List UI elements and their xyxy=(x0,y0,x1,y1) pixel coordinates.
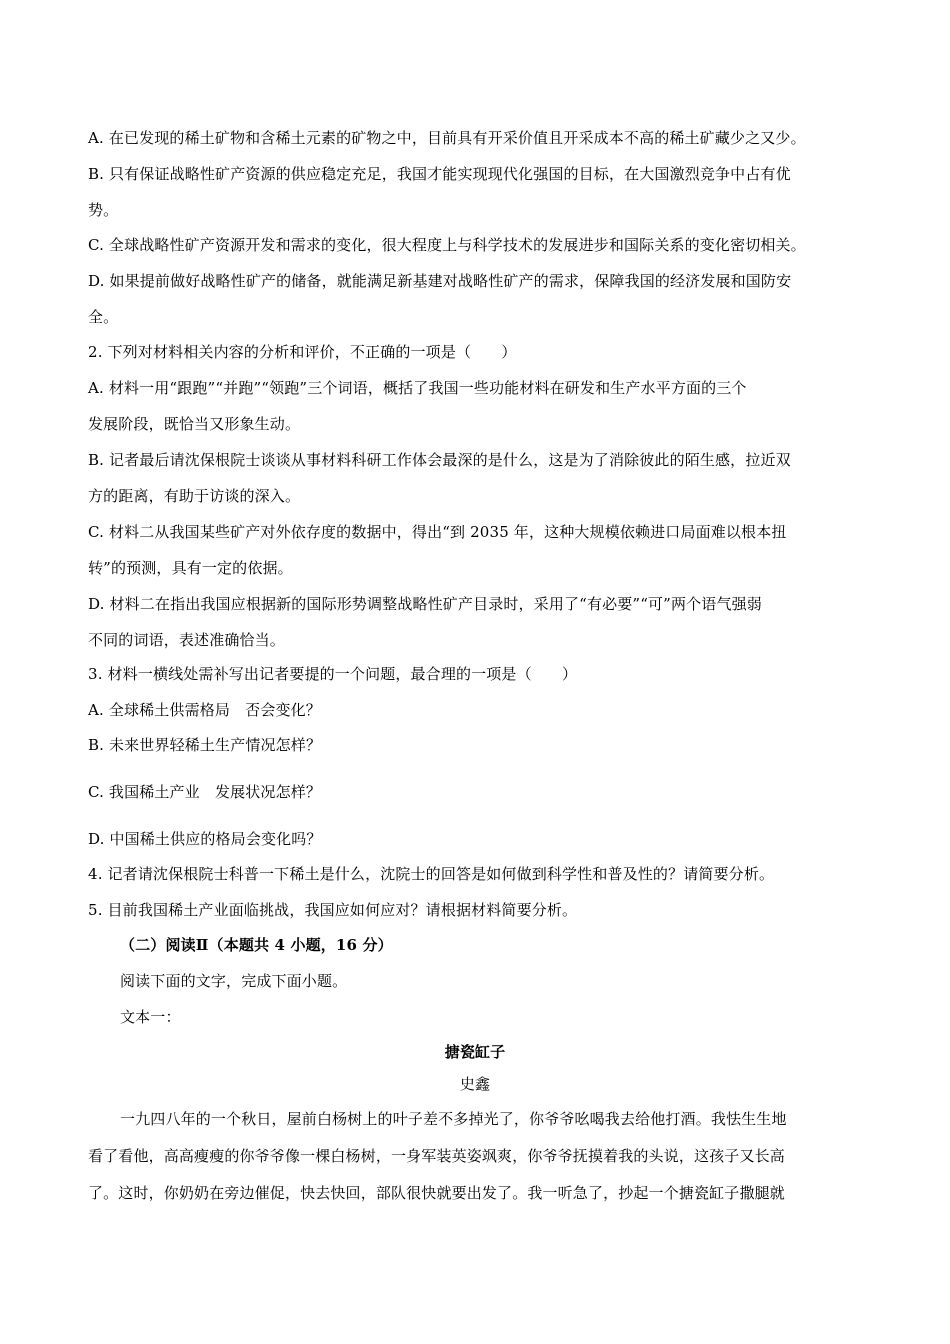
section-heading: （二）阅读Ⅱ（本题共 4 小题，16 分） xyxy=(120,936,393,954)
question-5: 5. 目前我国稀土产业面临挑战，我国应如何应对？请根据材料简要分析。 xyxy=(88,901,578,919)
story-paragraph-line3: 了。这时，你奶奶在旁边催促，快去快回，部队很快就要出发了。我一听急了，抄起一个搪瓷缸子撒腿就 xyxy=(88,1184,785,1202)
q1-option-d-line2: 全。 xyxy=(88,308,119,326)
q1-option-c: C. 全球战略性矿产资源开发和需求的变化，很大程度上与科学技术的发展进步和国际关系的变化密切相关。 xyxy=(88,236,806,254)
q1-option-d-line1: D. 如果提前做好战略性矿产的储备，就能满足新基建对战略性矿产的需求，保障我国的经济发展和国防安 xyxy=(88,272,792,290)
q3-option-c: C. 我国稀土产业 发展状况怎样？ xyxy=(88,783,322,801)
q1-option-b-line1: B. 只有保证战略性矿产资源的供应稳定充足，我国才能实现现代化强国的目标，在大国激烈竞争中占有优 xyxy=(88,165,791,183)
q2-option-a-line2: 发展阶段，既恰当又形象生动。 xyxy=(88,415,301,433)
q3-stem: 3. 材料一横线处需补写出记者要提的一个问题，最合理的一项是（ ） xyxy=(88,665,578,683)
q2-option-c-line1: C. 材料二从我国某些矿产对外依存度的数据中，得出“到 2035 年，这种大规模依赖进口局面难以根本扭 xyxy=(88,523,787,541)
story-author: 史鑫 xyxy=(459,1075,491,1093)
q2-option-d-line1: D. 材料二在指出我国应根据新的国际形势调整战略性矿产目录时，采用了“有必要”“可”两个语气强弱 xyxy=(88,595,762,613)
q2-option-d-line2: 不同的词语，表述准确恰当。 xyxy=(88,631,285,649)
question-4: 4. 记者请沈保根院士科普一下稀土是什么，沈院士的回答是如何做到科学性和普及性的？请简要分析。 xyxy=(88,865,775,883)
story-title: 搪瓷缸子 xyxy=(444,1043,506,1061)
story-paragraph-line2: 看了看他，高高瘦瘦的你爷爷像一棵白杨树，一身军装英姿飒爽，你爷爷抚摸着我的头说，这孩子又长高 xyxy=(88,1147,785,1165)
q3-option-a: A. 全球稀土供需格局 否会变化？ xyxy=(88,701,321,719)
q3-option-d: D. 中国稀土供应的格局会变化吗？ xyxy=(88,830,322,848)
q2-option-c-line2: 转”的预测，具有一定的依据。 xyxy=(88,559,293,577)
q2-option-a-line1: A. 材料一用“跟跑”“并跑”“领跑”三个词语，概括了我国一些功能材料在研发和生产水平方面的三个 xyxy=(88,379,747,397)
q2-option-b-line1: B. 记者最后请沈保根院士谈谈从事材料科研工作体会最深的是什么，这是为了消除彼此的陌生感，拉近双 xyxy=(88,451,791,469)
q2-stem: 2. 下列对材料相关内容的分析和评价，不正确的一项是（ ） xyxy=(88,343,517,361)
q1-option-b-line2: 势。 xyxy=(88,201,119,219)
q1-option-a: A. 在已发现的稀土矿物和含稀土元素的矿物之中，目前具有开采价值且开采成本不高的稀土矿藏少之又少。 xyxy=(88,129,806,147)
story-paragraph-line1: 一九四八年的一个秋日，屋前白杨树上的叶子差不多掉光了，你爷爷吆喝我去给他打酒。我怯生生地 xyxy=(120,1110,787,1128)
section-instruction: 阅读下面的文字，完成下面小题。 xyxy=(120,972,348,990)
q2-option-b-line2: 方的距离，有助于访谈的深入。 xyxy=(88,487,301,505)
q3-option-b: B. 未来世界轻稀土生产情况怎样？ xyxy=(88,736,322,754)
text-label: 文本一： xyxy=(120,1008,181,1026)
